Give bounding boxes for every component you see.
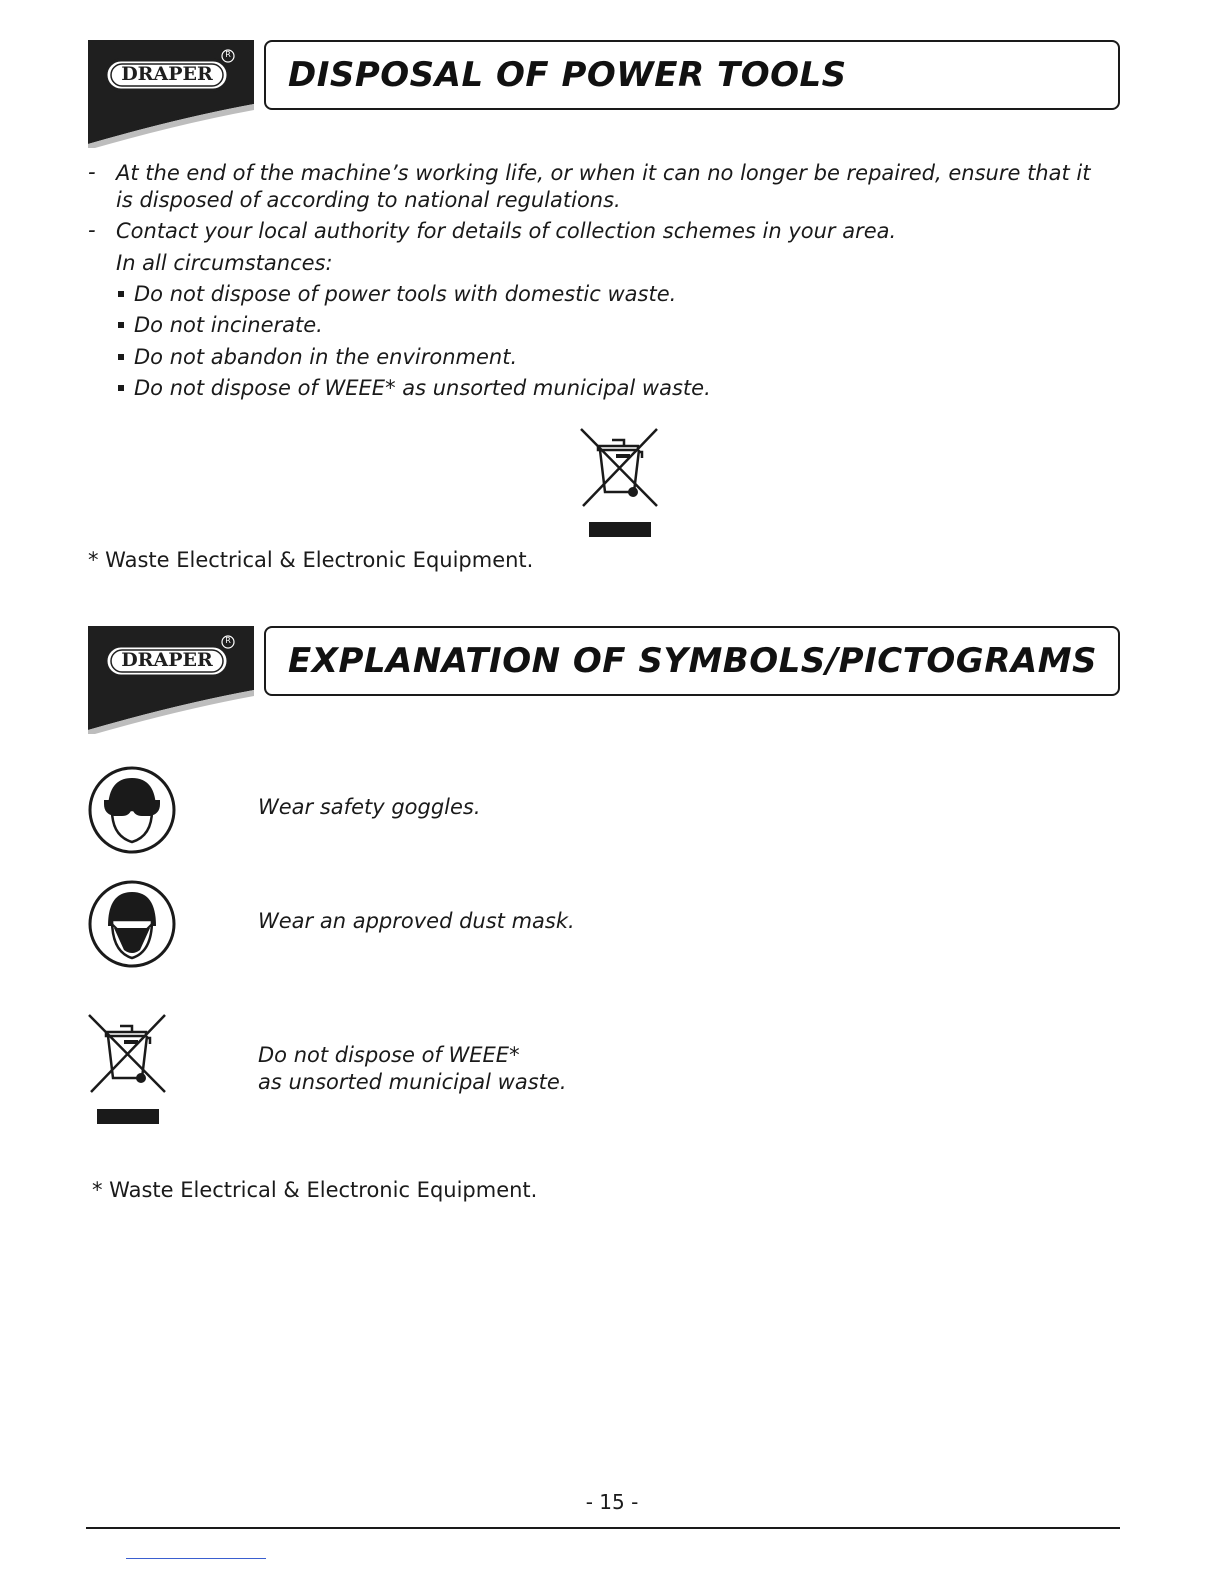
footnote: * Waste Electrical & Electronic Equipment. — [92, 1178, 538, 1202]
logo-text: DRAPER — [121, 63, 213, 85]
bullet-text: Do not abandon in the environment. — [134, 345, 518, 369]
section-title: DISPOSAL OF POWER TOOLS — [288, 55, 847, 95]
crossed-out-wheelie-bin-icon — [86, 1012, 170, 1132]
pictogram-text: Wear safety goggles. — [258, 795, 481, 819]
draper-logo — [88, 40, 254, 144]
pictogram-text: Wear an approved dust mask. — [258, 909, 575, 933]
section-title-box — [264, 40, 1120, 110]
list-item-line: is disposed of according to national regulations. — [116, 188, 621, 212]
bullet-text: Do not dispose of power tools with domestic waste. — [134, 282, 677, 306]
lead-in: In all circumstances: — [116, 251, 333, 275]
bullet-icon — [118, 322, 124, 328]
bullet-item — [118, 376, 711, 400]
bullet-item — [118, 282, 676, 306]
registered-mark: R — [225, 50, 231, 59]
section-title-box — [264, 626, 1120, 696]
bullet-text: Do not incinerate. — [134, 313, 323, 337]
list-marker: - — [88, 160, 96, 184]
bullet-text: Do not dispose of WEEE* as unsorted municipal waste. — [134, 376, 711, 400]
list-item — [116, 218, 896, 245]
list-item — [116, 160, 1116, 214]
list-marker: - — [88, 218, 96, 242]
pictogram-text-line: Do not dispose of WEEE* — [258, 1043, 520, 1067]
logo-text: DRAPER — [121, 649, 213, 671]
pictogram-text — [258, 1042, 567, 1096]
dust-mask-icon — [88, 880, 176, 972]
draper-logo — [88, 626, 254, 730]
bullet-icon — [118, 291, 124, 297]
bullet-icon — [118, 354, 124, 360]
safety-goggles-icon — [88, 766, 176, 858]
pictogram-text-line: as unsorted municipal waste. — [258, 1070, 567, 1094]
bullet-item — [118, 313, 323, 337]
footer-divider — [86, 1527, 1120, 1529]
section-header-disposal — [88, 40, 1124, 150]
bullet-item — [118, 345, 517, 369]
footer-link-underline — [126, 1558, 266, 1559]
list-item-line: At the end of the machine’s working life, or when it can no longer be repaired, ensure that it — [116, 161, 1091, 185]
list-item-line: Contact your local authority for details of collection schemes in your area. — [116, 219, 897, 243]
page-number: - 15 - — [585, 1490, 639, 1514]
registered-mark: R — [225, 636, 231, 645]
bullet-icon — [118, 385, 124, 391]
section-header-symbols — [88, 626, 1124, 736]
footnote: * Waste Electrical & Electronic Equipment. — [88, 548, 534, 572]
crossed-out-wheelie-bin-icon — [578, 426, 662, 546]
section-title: EXPLANATION OF SYMBOLS/PICTOGRAMS — [288, 641, 1098, 681]
